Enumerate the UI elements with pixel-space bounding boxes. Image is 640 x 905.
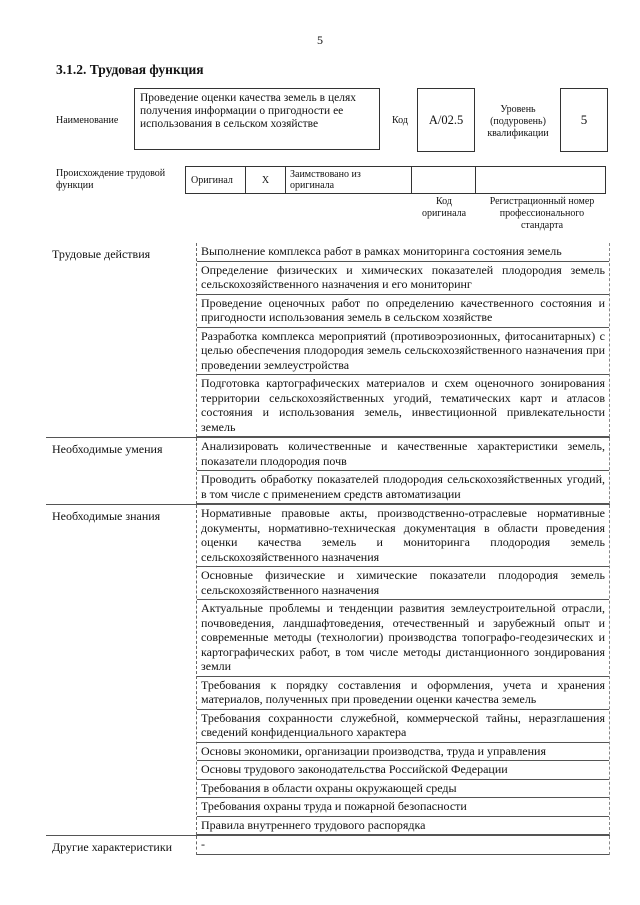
origin-borrowed: Заимствовано из оригинала [286, 167, 412, 193]
list-item: Требования охраны труда и пожарной безопасности [197, 798, 609, 817]
section-row [46, 243, 610, 437]
section-label: Другие характеристики [52, 840, 173, 854]
list-item: Требования сохранности служебной, коммерческой тайны, неразглашения сведений конфиденциального характера [197, 710, 609, 743]
list-item: Разработка комплекса мероприятий (противоэрозионных, фитосанитарных) с целью обеспечения плодородия земель сельскохозяйственного назначения при проведении землеустройства [197, 328, 609, 376]
list-item: Требования в области охраны окружающей среды [197, 780, 609, 799]
section-row [46, 437, 610, 504]
list-item: Актуальные проблемы и тенденции развития землеустроительной отрасли, почвоведения, ландшафтоведения, отечественный и зарубежный опыт и современные методы (технологии) производства топографо-геодезических и картографических работ, в том числе методы дистанционного зондирования земли [197, 600, 609, 677]
origin-reg-cell [476, 167, 605, 193]
section-label: Необходимые умения [52, 442, 163, 456]
list-item: Основы экономики, организации производства, труда и управления [197, 743, 609, 762]
section-label: Трудовые действия [52, 247, 151, 261]
list-item: Определение физических и химических показателей плодородия земель сельскохозяйственного назначения и его мониторинг [197, 262, 609, 295]
section-items [196, 505, 610, 835]
level-label: Уровень (подуровень) квалификации [487, 104, 549, 139]
list-item: Правила внутреннего трудового распорядка [197, 817, 609, 836]
function-name: Проведение оценки качества земель в целях получения информации о пригодности ее использования в сельском хозяйстве [134, 88, 380, 150]
list-item: Нормативные правовые акты, производственно-отраслевые нормативные документы, нормативно-техническая документация в области проведения оценки качества земель и мониторинга плодородия земель сельскохозяйственного назначения [197, 505, 609, 567]
list-item: Анализировать количественные и качественные характеристики земель, показатели плодородия почв [197, 438, 609, 471]
page-number: 5 [317, 33, 323, 47]
section-label: Необходимые знания [52, 509, 161, 523]
code-label: Код [392, 115, 408, 126]
code-original-label: Код оригинала [421, 196, 467, 219]
section-items [196, 438, 610, 504]
section-items [196, 243, 610, 437]
section-items [196, 836, 610, 855]
qualification-level: 5 [560, 88, 608, 152]
section-row [46, 504, 610, 835]
list-item: Проводить обработку показателей плодородия сельскохозяйственных угодий, в том числе с применением средств автоматизации [197, 471, 609, 504]
origin-code-cell [412, 167, 476, 193]
list-item: Подготовка картографических материалов и схем оценочного зонирования территории сельскохозяйственных угодий, тематических карт и атласов состояния и использования земель, инвестиционной привлекательности земель [197, 375, 609, 437]
section-title: 3.1.2. Трудовая функция [56, 62, 204, 77]
origin-row [185, 166, 606, 194]
origin-label: Происхождение трудовой функции [56, 168, 166, 191]
origin-mark: X [246, 167, 286, 193]
function-details-table [46, 243, 610, 855]
list-item: Проведение оценочных работ по определению качественного состояния и пригодности использования земель в сельском хозяйстве [197, 295, 609, 328]
list-item: - [197, 836, 609, 855]
reg-number-label: Регистрационный номер профессионального стандарта [489, 196, 595, 231]
list-item: Выполнение комплекса работ в рамках мониторинга состояния земель [197, 243, 609, 262]
list-item: Основы трудового законодательства Российской Федерации [197, 761, 609, 780]
origin-original: Оригинал [186, 167, 246, 193]
list-item: Требования к порядку составления и оформления, учета и хранения материалов, полученных при проведении оценки качества земель [197, 677, 609, 710]
name-label: Наименование [56, 115, 119, 126]
list-item: Основные физические и химические показатели плодородия земель сельскохозяйственного назначения [197, 567, 609, 600]
section-row [46, 835, 610, 855]
function-code: А/02.5 [417, 88, 475, 152]
